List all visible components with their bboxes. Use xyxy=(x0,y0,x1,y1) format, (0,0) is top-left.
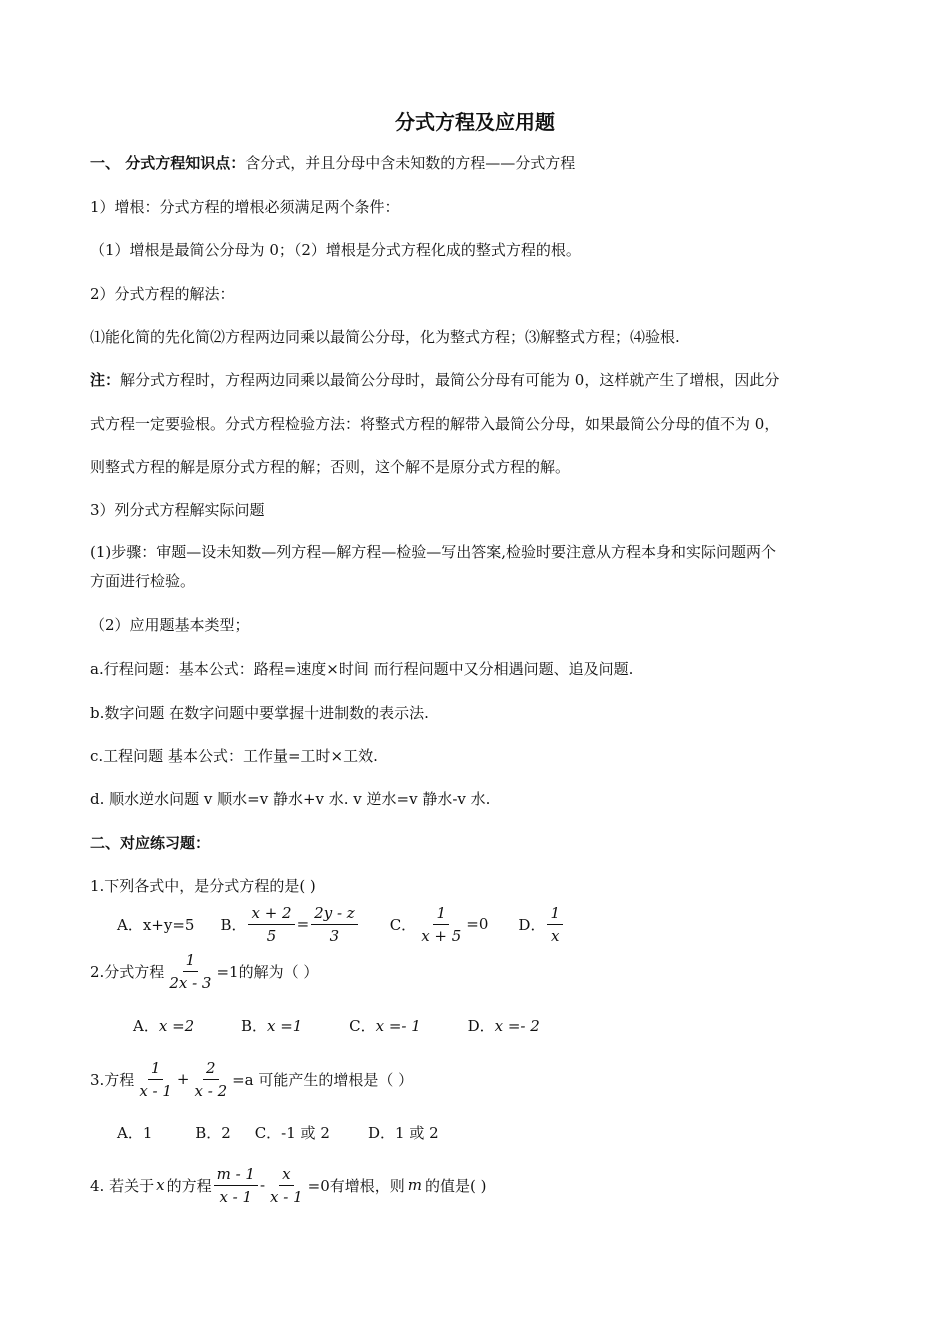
type-number: b.数字问题 在数字问题中要掌握十进制数的表示法. xyxy=(90,704,429,722)
note-line-2: 式方程一定要验根。分式方程检验方法：将整式方程的解带入最简公分母，如果最简公分母的值不为 0， xyxy=(90,415,780,433)
paragraph-solve-method: 2）分式方程的解法： xyxy=(90,285,235,303)
q4-mid: 的方程 xyxy=(166,1176,212,1195)
paragraph-word-problems: 3）列分式方程解实际问题 xyxy=(90,501,265,519)
section-knowledge xyxy=(90,153,890,173)
q1-b-left-den: 5 xyxy=(266,926,277,945)
q2-prefix: 2.分式方程 xyxy=(90,962,165,981)
type-current: d. 顺水逆水问题 v 顺水=v 静水+v 水. v 逆水=v 静水-v 水. xyxy=(90,790,491,808)
q1-d-num: 1 xyxy=(547,904,563,925)
note-label: 注： xyxy=(90,371,121,389)
q2-option-a: x =2 xyxy=(158,1017,195,1035)
q2-den: 2x - 3 xyxy=(169,973,212,992)
q1-options xyxy=(117,903,565,945)
q2-option-d: x =- 2 xyxy=(494,1017,540,1035)
page-title: 分式方程及应用题 xyxy=(395,110,555,134)
q1-option-c-tail: =0 xyxy=(466,915,489,933)
q3-stem xyxy=(90,1056,413,1102)
q1-option-b-left-fraction xyxy=(248,904,294,945)
q1-c-num: 1 xyxy=(433,904,449,925)
q4-var-m: m xyxy=(407,1176,422,1194)
q1-d-den: x xyxy=(550,926,560,945)
q4-f1-num: m - 1 xyxy=(214,1165,258,1186)
q4-f2-num: x xyxy=(279,1165,293,1186)
q1-option-b-label: B． xyxy=(220,915,247,934)
q1-option-b-equals: = xyxy=(296,915,310,933)
paragraph-extraneous-root: 1）增根：分式方程的增根必须满足两个条件： xyxy=(90,198,400,216)
paragraph-solve-steps: ⑴能化简的先化简⑵方程两边同乘以最简公分母，化为整式方程；⑶解整式方程；⑷验根. xyxy=(90,328,680,346)
note-line-3: 则整式方程的解是原分式方程的解；否则，这个解不是原分式方程的解。 xyxy=(90,458,571,476)
q2-option-b-label: B． xyxy=(240,1017,267,1035)
paragraph-steps-2: 方面进行检验。 xyxy=(90,572,196,590)
q1-option-b-right-fraction xyxy=(311,904,358,945)
q1-option-c-label: C． xyxy=(389,915,417,934)
q4-minus: - xyxy=(259,1176,266,1194)
paragraph-root-conditions: （1）增根是最简公分母为 0；（2）增根是分式方程化成的整式方程的根。 xyxy=(90,241,581,259)
q2-options xyxy=(133,1015,540,1036)
q4-fraction-1 xyxy=(214,1165,258,1206)
q2-suffix: =1的解为（ ） xyxy=(216,962,319,981)
q3-f2-num: 2 xyxy=(203,1059,219,1080)
q2-stem xyxy=(90,950,318,992)
q2-option-c-label: C． xyxy=(349,1017,376,1035)
q2-num: 1 xyxy=(183,951,199,972)
q1-b-right-den: 3 xyxy=(329,926,340,945)
paragraph-steps-1: (1)步骤：审题—设未知数—列方程—解方程—检验—写出答案,检验时要注意从方程本身和实际问题两个 xyxy=(90,543,777,561)
q4-fraction-2 xyxy=(267,1165,306,1206)
q4-post-1: =0有增根，则 xyxy=(307,1176,405,1195)
type-travel: a.行程问题：基本公式：路程=速度×时间 而行程问题中又分相遇问题、追及问题. xyxy=(90,660,634,678)
q1-option-d-label: D． xyxy=(518,915,546,934)
q3-plus: + xyxy=(176,1070,190,1088)
note-line-1 xyxy=(90,370,890,390)
q1-stem: 1.下列各式中，是分式方程的是( ) xyxy=(90,877,316,895)
q1-c-den: x + 5 xyxy=(421,926,462,945)
q3-prefix: 3.方程 xyxy=(90,1070,135,1089)
q4-prefix: 4. 若关于 xyxy=(90,1176,155,1195)
q4-var-x: x xyxy=(156,1176,165,1194)
type-work: c.工程问题 基本公式：工作量=工时×工效. xyxy=(90,747,378,765)
section-knowledge-label: 一、 分式方程知识点： xyxy=(90,154,246,172)
q3-fraction-1 xyxy=(136,1059,175,1100)
q4-post-2: 的值是( ) xyxy=(425,1176,487,1195)
q3-f2-den: x - 2 xyxy=(194,1081,228,1100)
q3-f1-den: x - 1 xyxy=(139,1081,172,1100)
q3-f1-num: 1 xyxy=(148,1059,164,1080)
q2-option-c: x =- 1 xyxy=(375,1017,421,1035)
q4-stem xyxy=(90,1162,486,1208)
q1-option-a: A．x+y=5 xyxy=(117,915,195,934)
q4-f1-den: x - 1 xyxy=(219,1187,253,1206)
q3-options: A．1 B．2 C．-1 或 2 D．1 或 2 xyxy=(117,1124,439,1142)
q2-option-b: x =1 xyxy=(267,1017,303,1035)
section-exercises: 二、对应练习题： xyxy=(90,834,211,852)
paragraph-problem-types: （2）应用题基本类型； xyxy=(90,616,250,634)
q2-option-d-label: D． xyxy=(467,1017,495,1035)
q3-suffix: =a 可能产生的增根是（ ） xyxy=(232,1070,414,1089)
q1-option-c-fraction xyxy=(418,904,464,945)
q3-fraction-2 xyxy=(192,1059,231,1100)
note-text-1: 解分式方程时，方程两边同乘以最简公分母时，最简公分母有可能为 0，这样就产生了增根，因此分 xyxy=(120,371,780,389)
q1-b-right-num: 2y - z xyxy=(311,904,358,925)
q1-option-d-fraction xyxy=(547,904,563,945)
q1-b-left-num: x + 2 xyxy=(248,904,294,925)
q2-fraction xyxy=(166,951,214,992)
q4-f2-den: x - 1 xyxy=(270,1187,303,1206)
section-knowledge-text: 含分式，并且分母中含未知数的方程——分式方程 xyxy=(245,154,576,172)
q2-option-a-label: A． xyxy=(133,1017,159,1035)
